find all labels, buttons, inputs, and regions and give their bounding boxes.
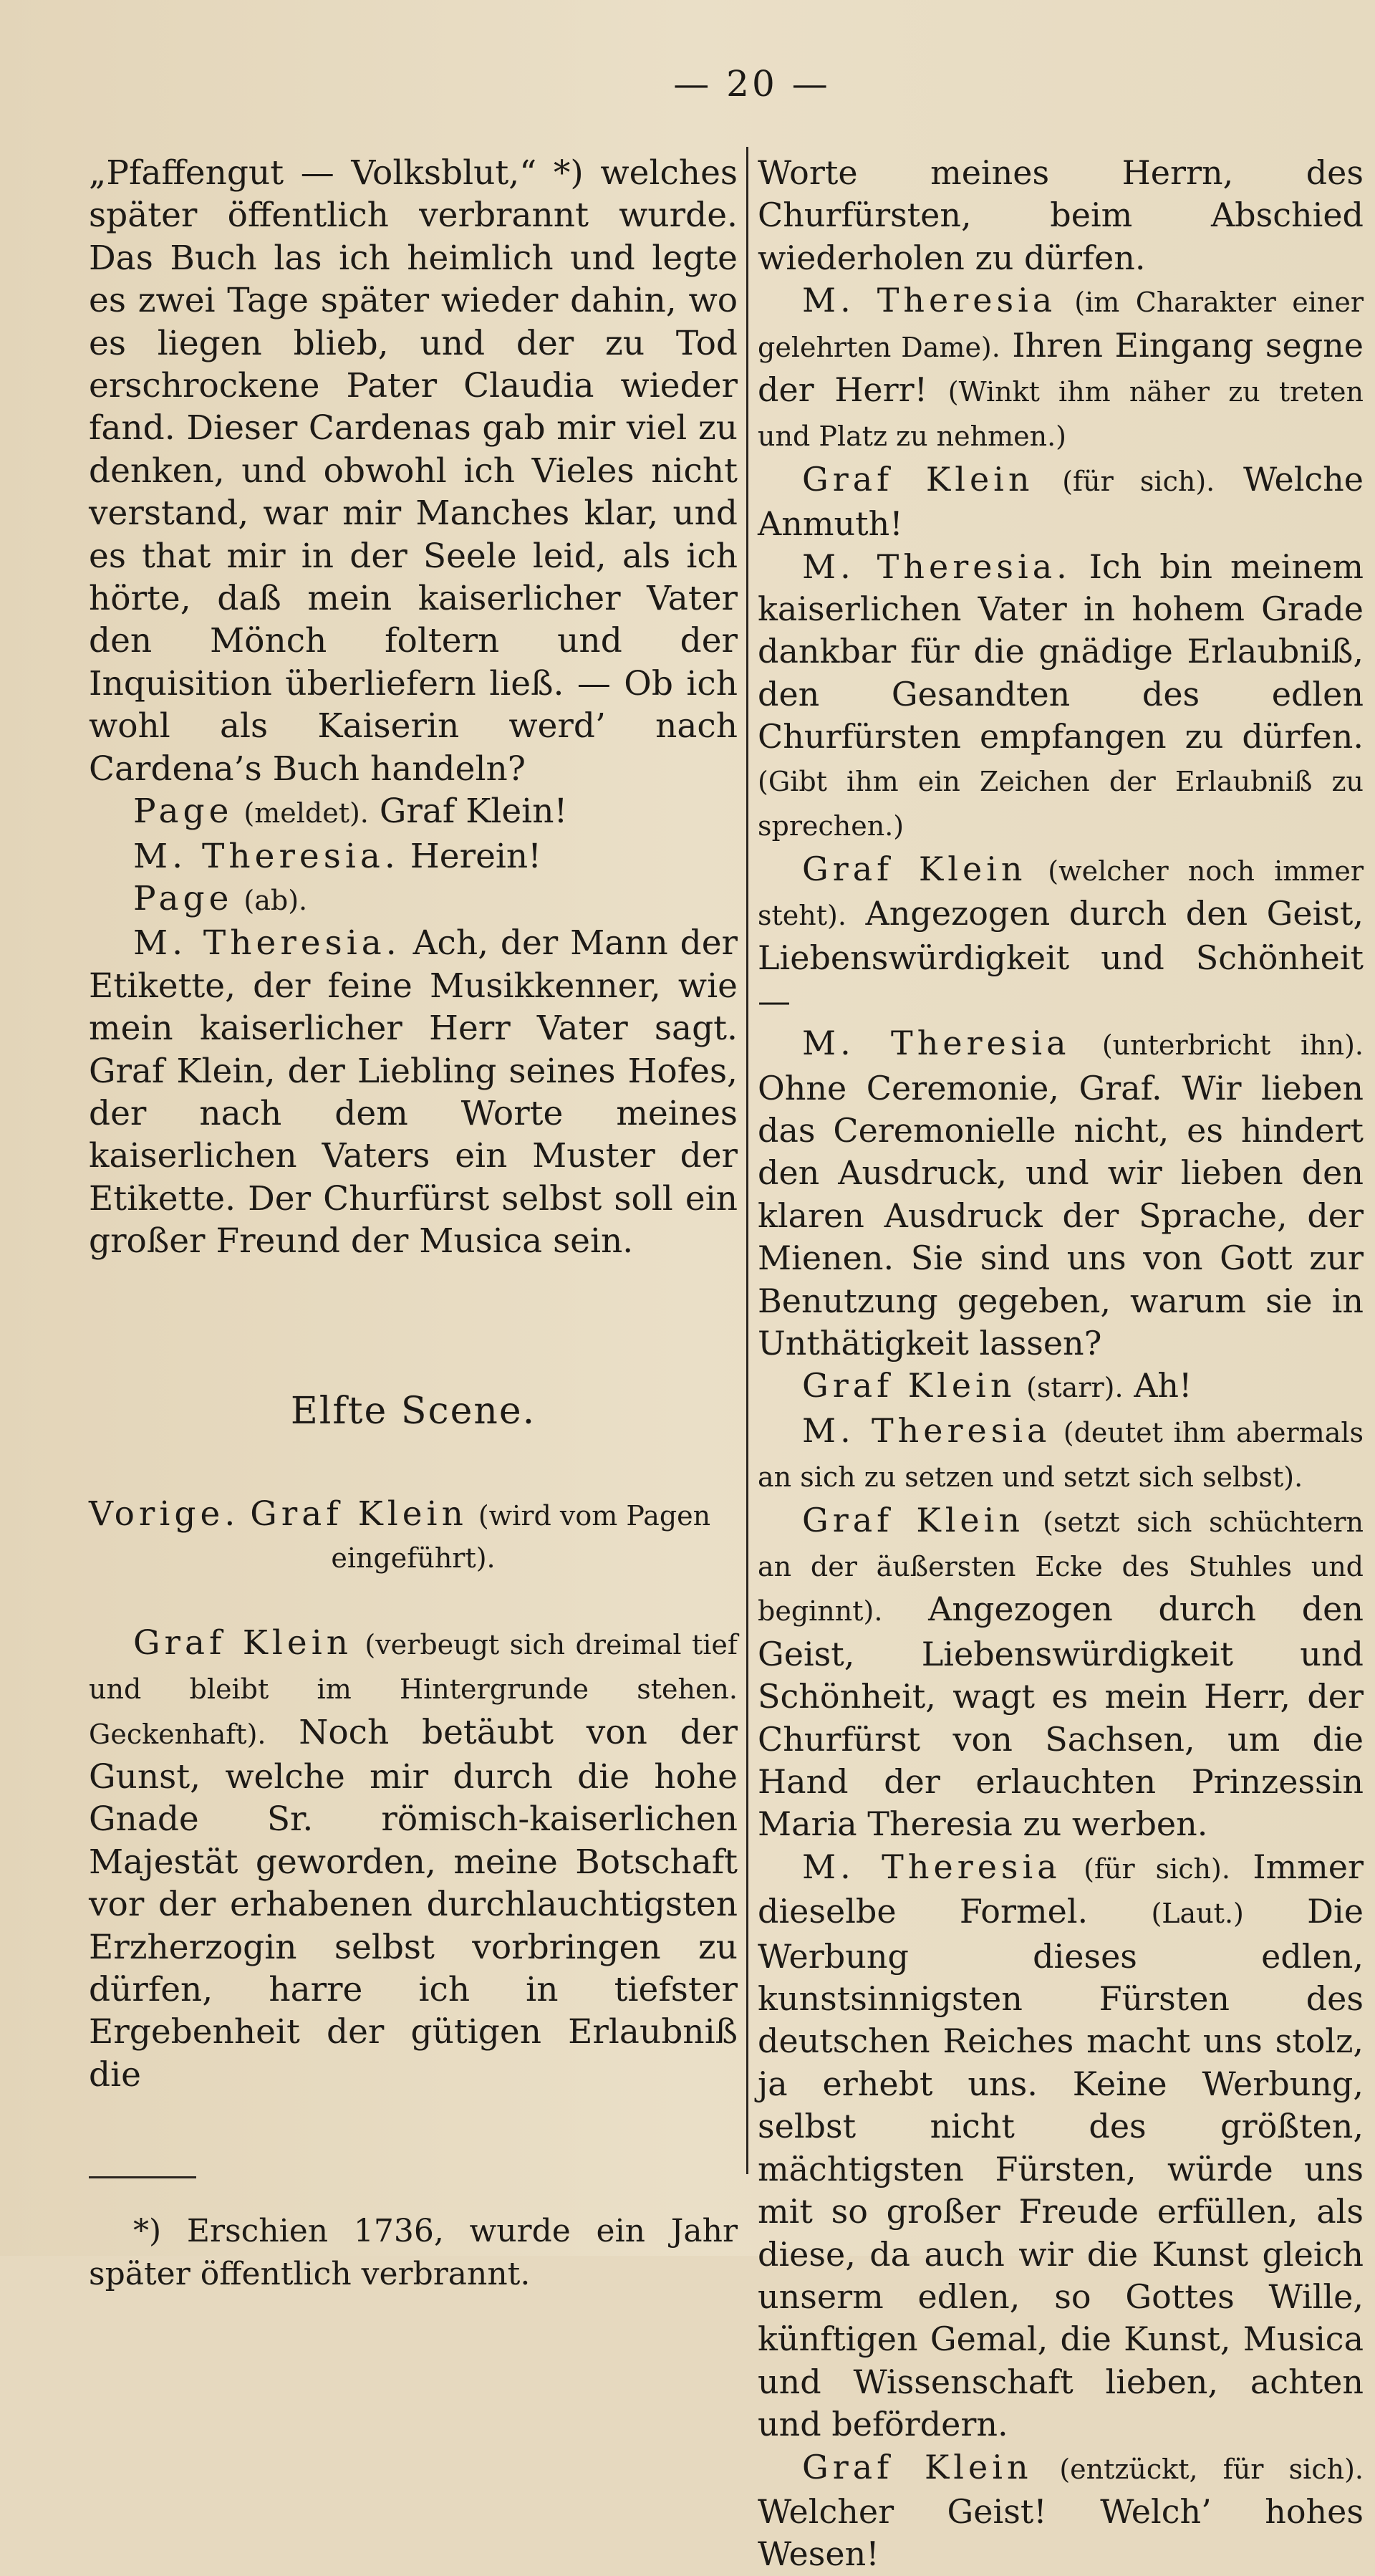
speaker-name: M. Theresia. — [802, 547, 1071, 586]
speaker-name: M. Theresia — [802, 1847, 1061, 1886]
stage-direction: (Laut.) — [1151, 1898, 1244, 1930]
stage-direction: (ab). — [243, 884, 308, 916]
stage-direction: (deutet ihm abermals an sich zu setzen und setzt sich selbst). — [758, 1416, 1364, 1494]
scene-heading: Elfte Scene. — [290, 1389, 536, 1433]
dialogue-line — [758, 546, 1364, 848]
column-divider — [746, 147, 748, 2174]
speaker-name: M. Theresia. — [133, 923, 401, 963]
footnote-rule — [89, 2176, 196, 2178]
stage-direction: (setzt sich schüchtern an der äußersten Ecke des Stuhles und beginnt). — [758, 1506, 1364, 1628]
stage-direction: (welcher noch immer steht). — [758, 855, 1364, 931]
spoken-text: Angezogen durch den Geist, Liebenswürdigkeit und Schönheit — — [758, 893, 1364, 1020]
speaker-name: Graf Klein — [802, 849, 1027, 888]
speaker-name: Graf Klein — [802, 2447, 1033, 2486]
spoken-text: Ich bin meinem kaiserlichen Vater in hohem Grade dankbar für die gnädige Erlaubniß, den Gesandten des edlen Churfürsten empfangen zu dürfen. — [758, 547, 1364, 756]
speaker-name: Page — [133, 878, 233, 918]
dialogue-line — [758, 1846, 1364, 2446]
spoken-text: Worte meines Herrn, des Churfürsten, beim Abschied wiederholen zu dürfen. — [758, 153, 1364, 277]
stage-direction: (Gibt ihm ein Zeichen der Erlaubniß zu sprechen.) — [758, 765, 1364, 842]
speaker-name: Graf Klein — [802, 1366, 1016, 1405]
speaker-name: M. Theresia — [802, 281, 1057, 320]
speaker-name: M. Theresia — [802, 1024, 1071, 1063]
stage-direction: (entzückt, für sich). — [1059, 2453, 1364, 2485]
dialogue-line — [758, 1022, 1364, 1365]
dialogue-line — [89, 878, 738, 922]
page-number: — 20 — — [673, 63, 831, 105]
stage-direction: (Winkt ihm näher zu treten und Platz zu nehmen.) — [758, 376, 1364, 453]
stage-direction: (wird vom Pagen — [478, 1499, 711, 1532]
dialogue-line — [758, 2446, 1364, 2576]
right-column — [758, 152, 1364, 2576]
spoken-text: Herein! — [410, 836, 542, 876]
spoken-text: Angezogen durch den Geist, Liebenswürdigkeit und Schönheit, wagt es mein Herr, der Churfürst von Sachsen, um die Hand der erlauchten Prinzessin Maria Theresia zu werben. — [758, 1590, 1364, 1844]
speaker-name: Page — [133, 792, 233, 832]
speaker-name: Graf Klein — [133, 1623, 353, 1663]
stage-direction: (meldet). — [243, 797, 369, 830]
dialogue-line — [758, 279, 1364, 458]
dialogue-line — [89, 790, 738, 835]
dialogue-line — [758, 848, 1364, 1023]
dialogue-line — [758, 458, 1364, 546]
dialogue-line — [758, 1499, 1364, 1846]
stage-direction: (verbeugt sich dreimal tief und bleibt im Hintergrunde stehen. Geckenhaft). — [89, 1628, 738, 1750]
spoken-text: Ah! — [1134, 1366, 1192, 1405]
scene-stage-heading — [89, 1493, 738, 1537]
spoken-text: Noch betäubt von der Gunst, welche mir durch die hohe Gnade Sr. römisch-kaiserlichen Majestät geworden, meine Botschaft vor der erhabenen durchlauchtigsten Erzherzogin selbst vorbringen zu dürfen, harre ich in tiefster Ergebenheit der gütigen Erlaubniß die — [89, 1712, 738, 2095]
spoken-text: Graf Klein! — [379, 792, 568, 832]
stage-direction: (unterbricht ihn). — [1101, 1029, 1364, 1062]
spoken-text: Welche Anmuth! — [758, 459, 1364, 544]
spoken-text: Immer dieselbe Formel. — [758, 1847, 1364, 1931]
spoken-text: Welcher Geist! Welch’ hohes Wesen! — [758, 2491, 1364, 2574]
dialogue-line — [758, 1410, 1364, 1499]
dialogue-line — [89, 922, 738, 1262]
left-column — [89, 152, 738, 2295]
speaker-name: Graf Klein — [802, 1500, 1024, 1539]
footnote: *) Erschien 1736, wurde ein Jahr später öffentlich verbrannt. — [89, 2213, 738, 2292]
dialogue-line — [89, 835, 738, 878]
stage-direction: (für sich). — [1062, 465, 1215, 497]
stage-direction: (für sich). — [1084, 1852, 1230, 1885]
spoken-text: Die Werbung dieses edlen, kunstsinnigsten Fürsten des deutschen Reiches macht uns stolz, ja erhebt uns. Keine Werbung, selbst nicht des größten, mächtigsten Fürsten, würde uns mit so großer Freude erfüllen, als diese, da auch wir die Kunst gleich unserm edlen, so Gottes Wille, künftigen Gemal, die Kunst, Musica und Wissenschaft lieben, achten und befördern. — [758, 1892, 1364, 2444]
speaker-name: M. Theresia. — [133, 836, 400, 876]
dialogue-line — [758, 1365, 1364, 1409]
narrative-paragraph: „Pfaffengut — Volksblut,“ *) welches später öffentlich verbrannt wurde. Das Buch las ich heimlich und legte es zwei Tage später wieder dahin, wo es liegen blieb, und der zu Tod erschrockene Pater Claudia wieder fand. Dieser Cardenas gab mir viel zu denken, und obwohl ich Vieles nicht verstand, war mir Manches klar, und es that mir in der Seele leid, als ich hörte, daß mein kaiserlicher Vater den Mönch foltern und der Inquisition überliefern ließ. — Ob ich wohl als Kaiserin werd’ nach Cardena’s Buch handeln? — [89, 153, 738, 789]
speaker-name: M. Theresia — [802, 1410, 1051, 1450]
dialogue-line — [89, 1622, 738, 2096]
spoken-text: Ach, der Mann der Etikette, der feine Musikkenner, wie mein kaiserlicher Herr Vater sagt. Graf Klein, der Liebling seines Hofes, der nach dem Worte meines kaiserlichen Vaters ein Muster der Etikette. Der Churfürst selbst soll ein großer Freund der Musica sein. — [89, 923, 738, 1261]
stage-direction: (im Charakter einer gelehrten Dame). — [758, 287, 1364, 363]
stage-direction: eingeführt). — [331, 1542, 496, 1575]
speaker-name: Graf Klein — [802, 459, 1034, 499]
stage-heading-part: Vorige. — [89, 1494, 240, 1534]
spoken-text: Ohne Ceremonie, Graf. Wir lieben das Ceremonielle nicht, es hindert den Ausdruck, und wir lieben den klaren Ausdruck der Sprache, der Mienen. Sie sind uns von Gott zur Benutzung gegeben, warum sie in Unthätigkeit lassen? — [758, 1068, 1364, 1363]
stage-direction: (starr). — [1026, 1372, 1124, 1404]
spoken-text: Ihren Eingang segne der Herr! — [758, 325, 1364, 410]
speaker-name: Graf Klein — [250, 1494, 468, 1534]
